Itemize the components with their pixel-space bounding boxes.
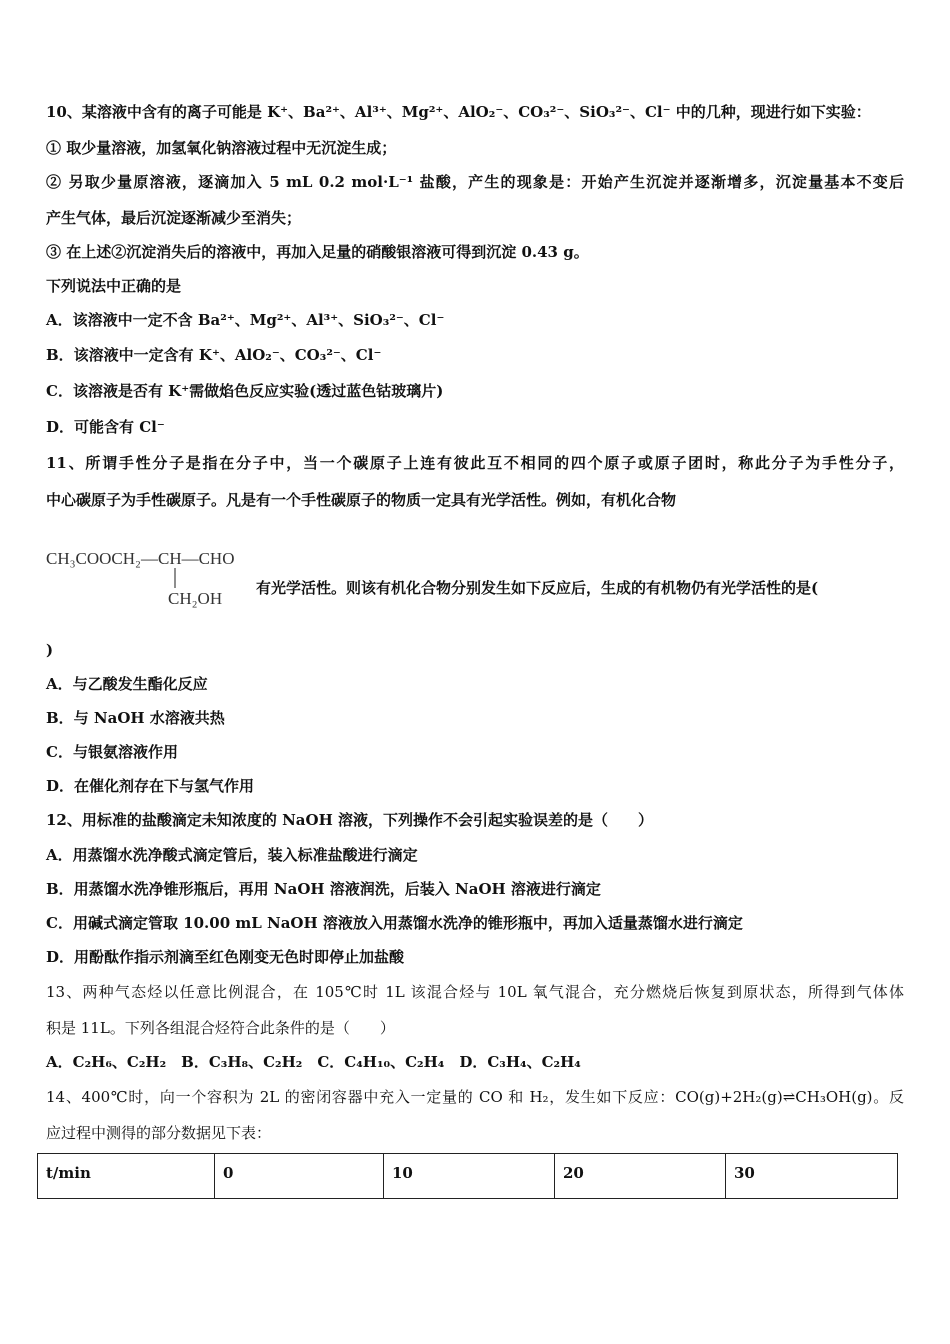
table-header-cell: 0 bbox=[215, 1154, 384, 1199]
table-header-cell: 30 bbox=[726, 1154, 898, 1199]
q11-stem-line1: 11、所谓手性分子是指在分子中，当一个碳原子上连有彼此互不相同的四个原子或原子团时，称此分子为手性分子， bbox=[46, 454, 904, 472]
structure-main-chain: CH₃COOCH₂—CH—CHO bbox=[46, 549, 235, 568]
q10-option-a: A．该溶液中一定不含 Ba²⁺、Mg²⁺、Al³⁺、SiO₃²⁻、Cl⁻ bbox=[46, 311, 445, 329]
data-table bbox=[37, 1153, 898, 1199]
q10-question: 下列说法中正确的是 bbox=[46, 277, 182, 295]
q12-option-b: B．用蒸馏水洗净锥形瓶后，再用 NaOH 溶液润洗，后装入 NaOH 溶液进行滴定 bbox=[46, 880, 601, 898]
q12-option-c: C．用碱式滴定管取 10.00 mL NaOH 溶液放入用蒸馏水洗净的锥形瓶中，再加入适量蒸馏水进行滴定 bbox=[46, 914, 743, 932]
q12-option-a: A．用蒸馏水洗净酸式滴定管后，装入标准盐酸进行滴定 bbox=[46, 846, 418, 864]
q11-option-b: B．与 NaOH 水溶液共热 bbox=[46, 709, 225, 727]
table-header-row bbox=[38, 1154, 898, 1199]
q10-option-b: B．该溶液中一定含有 K⁺、AlO₂⁻、CO₃²⁻、Cl⁻ bbox=[46, 346, 382, 364]
q10-step1: ① 取少量溶液，加氢氧化钠溶液过程中无沉淀生成； bbox=[46, 139, 397, 157]
q10-stem: 10、某溶液中含有的离子可能是 K⁺、Ba²⁺、Al³⁺、Mg²⁺、AlO₂⁻、CO₃²⁻、SiO₃²⁻、Cl⁻ 中的几种，现进行如下实验： bbox=[46, 103, 871, 121]
q13-stem-line1: 13、两种气态烃以任意比例混合，在 105℃时 1L 该混合烃与 10L 氧气混合，充分燃烧后恢复到原状态，所得到气体体 bbox=[46, 983, 904, 1001]
q12-option-d: D．用酚酞作指示剂滴至红色刚变无色时即停止加盐酸 bbox=[46, 948, 405, 966]
q11-stem-line2: 中心碳原子为手性碳原子。凡是有一个手性碳原子的物质一定具有光学活性。例如，有机化合物 bbox=[46, 491, 677, 509]
q14-stem-line1: 14、400℃时，向一个容积为 2L 的密闭容器中充入一定量的 CO 和 H₂，发生如下反应：CO(g)+2H₂(g)⇌CH₃OH(g)。反 bbox=[46, 1088, 904, 1106]
q11-option-c: C．与银氨溶液作用 bbox=[46, 743, 178, 761]
q11-stem-line3: 有光学活性。则该有机化合物分别发生如下反应后，生成的有机物仍有光学活性的是( bbox=[256, 579, 819, 597]
table-header-cell: 20 bbox=[555, 1154, 726, 1199]
table-header-cell: 10 bbox=[384, 1154, 555, 1199]
q11-stem-line4: ) bbox=[46, 641, 54, 659]
q10-step2-line2: 产生气体，最后沉淀逐渐减少至消失； bbox=[46, 209, 302, 227]
q10-option-c: C．该溶液是否有 K⁺需做焰色反应实验(透过蓝色钴玻璃片) bbox=[46, 382, 444, 400]
q10-step2-line1: ② 另取少量原溶液，逐滴加入 5 mL 0.2 mol·L⁻¹ 盐酸，产生的现象是：开始产生沉淀并逐渐增多，沉淀量基本不变后 bbox=[46, 173, 904, 191]
table-header-cell: t/min bbox=[38, 1154, 215, 1199]
structure-side-group: CH₂OH bbox=[168, 589, 223, 608]
q11-option-d: D．在催化剂存在下与氢气作用 bbox=[46, 777, 255, 795]
q13-options: A．C₂H₆、C₂H₂ B．C₃H₈、C₂H₂ C．C₄H₁₀、C₂H₄ D．C₃H₄、C₂H₄ bbox=[46, 1053, 581, 1071]
q14-data-table bbox=[37, 1153, 897, 1199]
q10-step3: ③ 在上述②沉淀消失后的溶液中，再加入足量的硝酸银溶液可得到沉淀 0.43 g。 bbox=[46, 243, 589, 261]
q11-option-a: A．与乙酸发生酯化反应 bbox=[46, 675, 208, 693]
q14-stem-line2: 应过程中测得的部分数据见下表： bbox=[46, 1124, 272, 1142]
q13-stem-line2: 积是 11L。下列各组混合烃符合此条件的是（ ） bbox=[46, 1019, 395, 1037]
chemical-structure-diagram bbox=[46, 546, 258, 616]
q10-option-d: D．可能含有 Cl⁻ bbox=[46, 418, 165, 436]
q12-stem: 12、用标准的盐酸滴定未知浓度的 NaOH 溶液，下列操作不会引起实验误差的是（ ） bbox=[46, 811, 653, 829]
